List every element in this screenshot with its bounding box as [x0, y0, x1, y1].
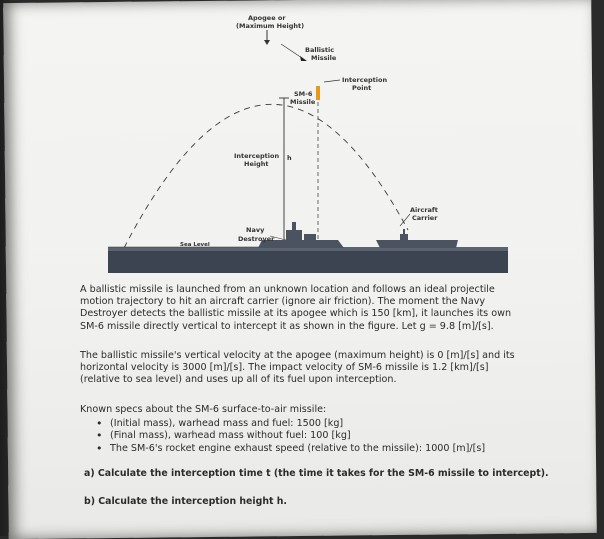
- apogee-label-sub: (Maximum Height): [236, 22, 305, 30]
- spec-item: • (Final mass), warhead mass without fuel: 100 [kg]: [110, 430, 520, 442]
- interception-point-label-sub: Point: [352, 84, 372, 92]
- trajectory-curve: [124, 104, 408, 248]
- sea-level-label: Sea Level: [180, 242, 210, 248]
- interception-point-label: Interception: [342, 76, 388, 84]
- ballistic-missile-label-sub: Missile: [311, 54, 337, 62]
- intro-paragraph: [80, 284, 520, 333]
- specs-section: [80, 404, 520, 455]
- carrier-label-sub: Carrier: [412, 214, 438, 222]
- spec-item: • (Initial mass), warhead mass and fuel: 1500 [kg]: [110, 418, 520, 430]
- velocity-paragraph: [80, 350, 520, 387]
- question-a: a) Calculate the interception time t (the time it takes for the SM-6 missile to intercept).: [84, 468, 549, 479]
- h-label: h: [287, 154, 292, 162]
- aircraft-carrier-ship: [376, 229, 458, 248]
- interception-height-label: Interception: [234, 152, 280, 160]
- destroyer-label: Navy: [246, 226, 265, 234]
- sm6-missile-icon: [316, 86, 320, 100]
- sm6-label: SM-6: [294, 90, 313, 98]
- ballistic-missile-icon: [300, 56, 307, 61]
- spec-item: • The SM-6's rocket engine exhaust speed (relative to the missile): 1000 [m]/[s]: [110, 443, 520, 455]
- destroyer-label-sub: Destroyer: [238, 235, 275, 243]
- velocity-text: The ballistic missile's vertical velocity at the apogee (maximum height) is 0 [m]/[s] and its horizontal velocity is 3000 [m]/[s]. The impact velocity of SM-6 missile is 1.2 [km]/[s] (relative to sea level) and uses up all of its fuel upon interception.: [80, 350, 515, 386]
- specs-heading: Known specs about the SM-6 surface-to-air missile:: [80, 404, 327, 415]
- apogee-label: Apogee or: [248, 14, 286, 22]
- carrier-label: Aircraft: [410, 206, 438, 214]
- ballistic-missile-label: Ballistic: [305, 46, 335, 54]
- intro-text: A ballistic missile is launched from an unknown location and follows an ideal projectile motion trajectory to hit an aircraft carrier (ignore air friction). The moment the Navy Destroyer detects the ballistic missile at its apogee which is 150 [km], it launches its own SM-6 missile directly vertical to intercept it as shown in the figure. Let g = 9.8 [m]/[s].: [80, 284, 512, 332]
- specs-list: [80, 418, 520, 455]
- interception-height-label-sub: Height: [244, 160, 269, 168]
- sm6-label-sub: Missile: [290, 98, 316, 106]
- question-b: b) Calculate the interception height h.: [84, 496, 287, 507]
